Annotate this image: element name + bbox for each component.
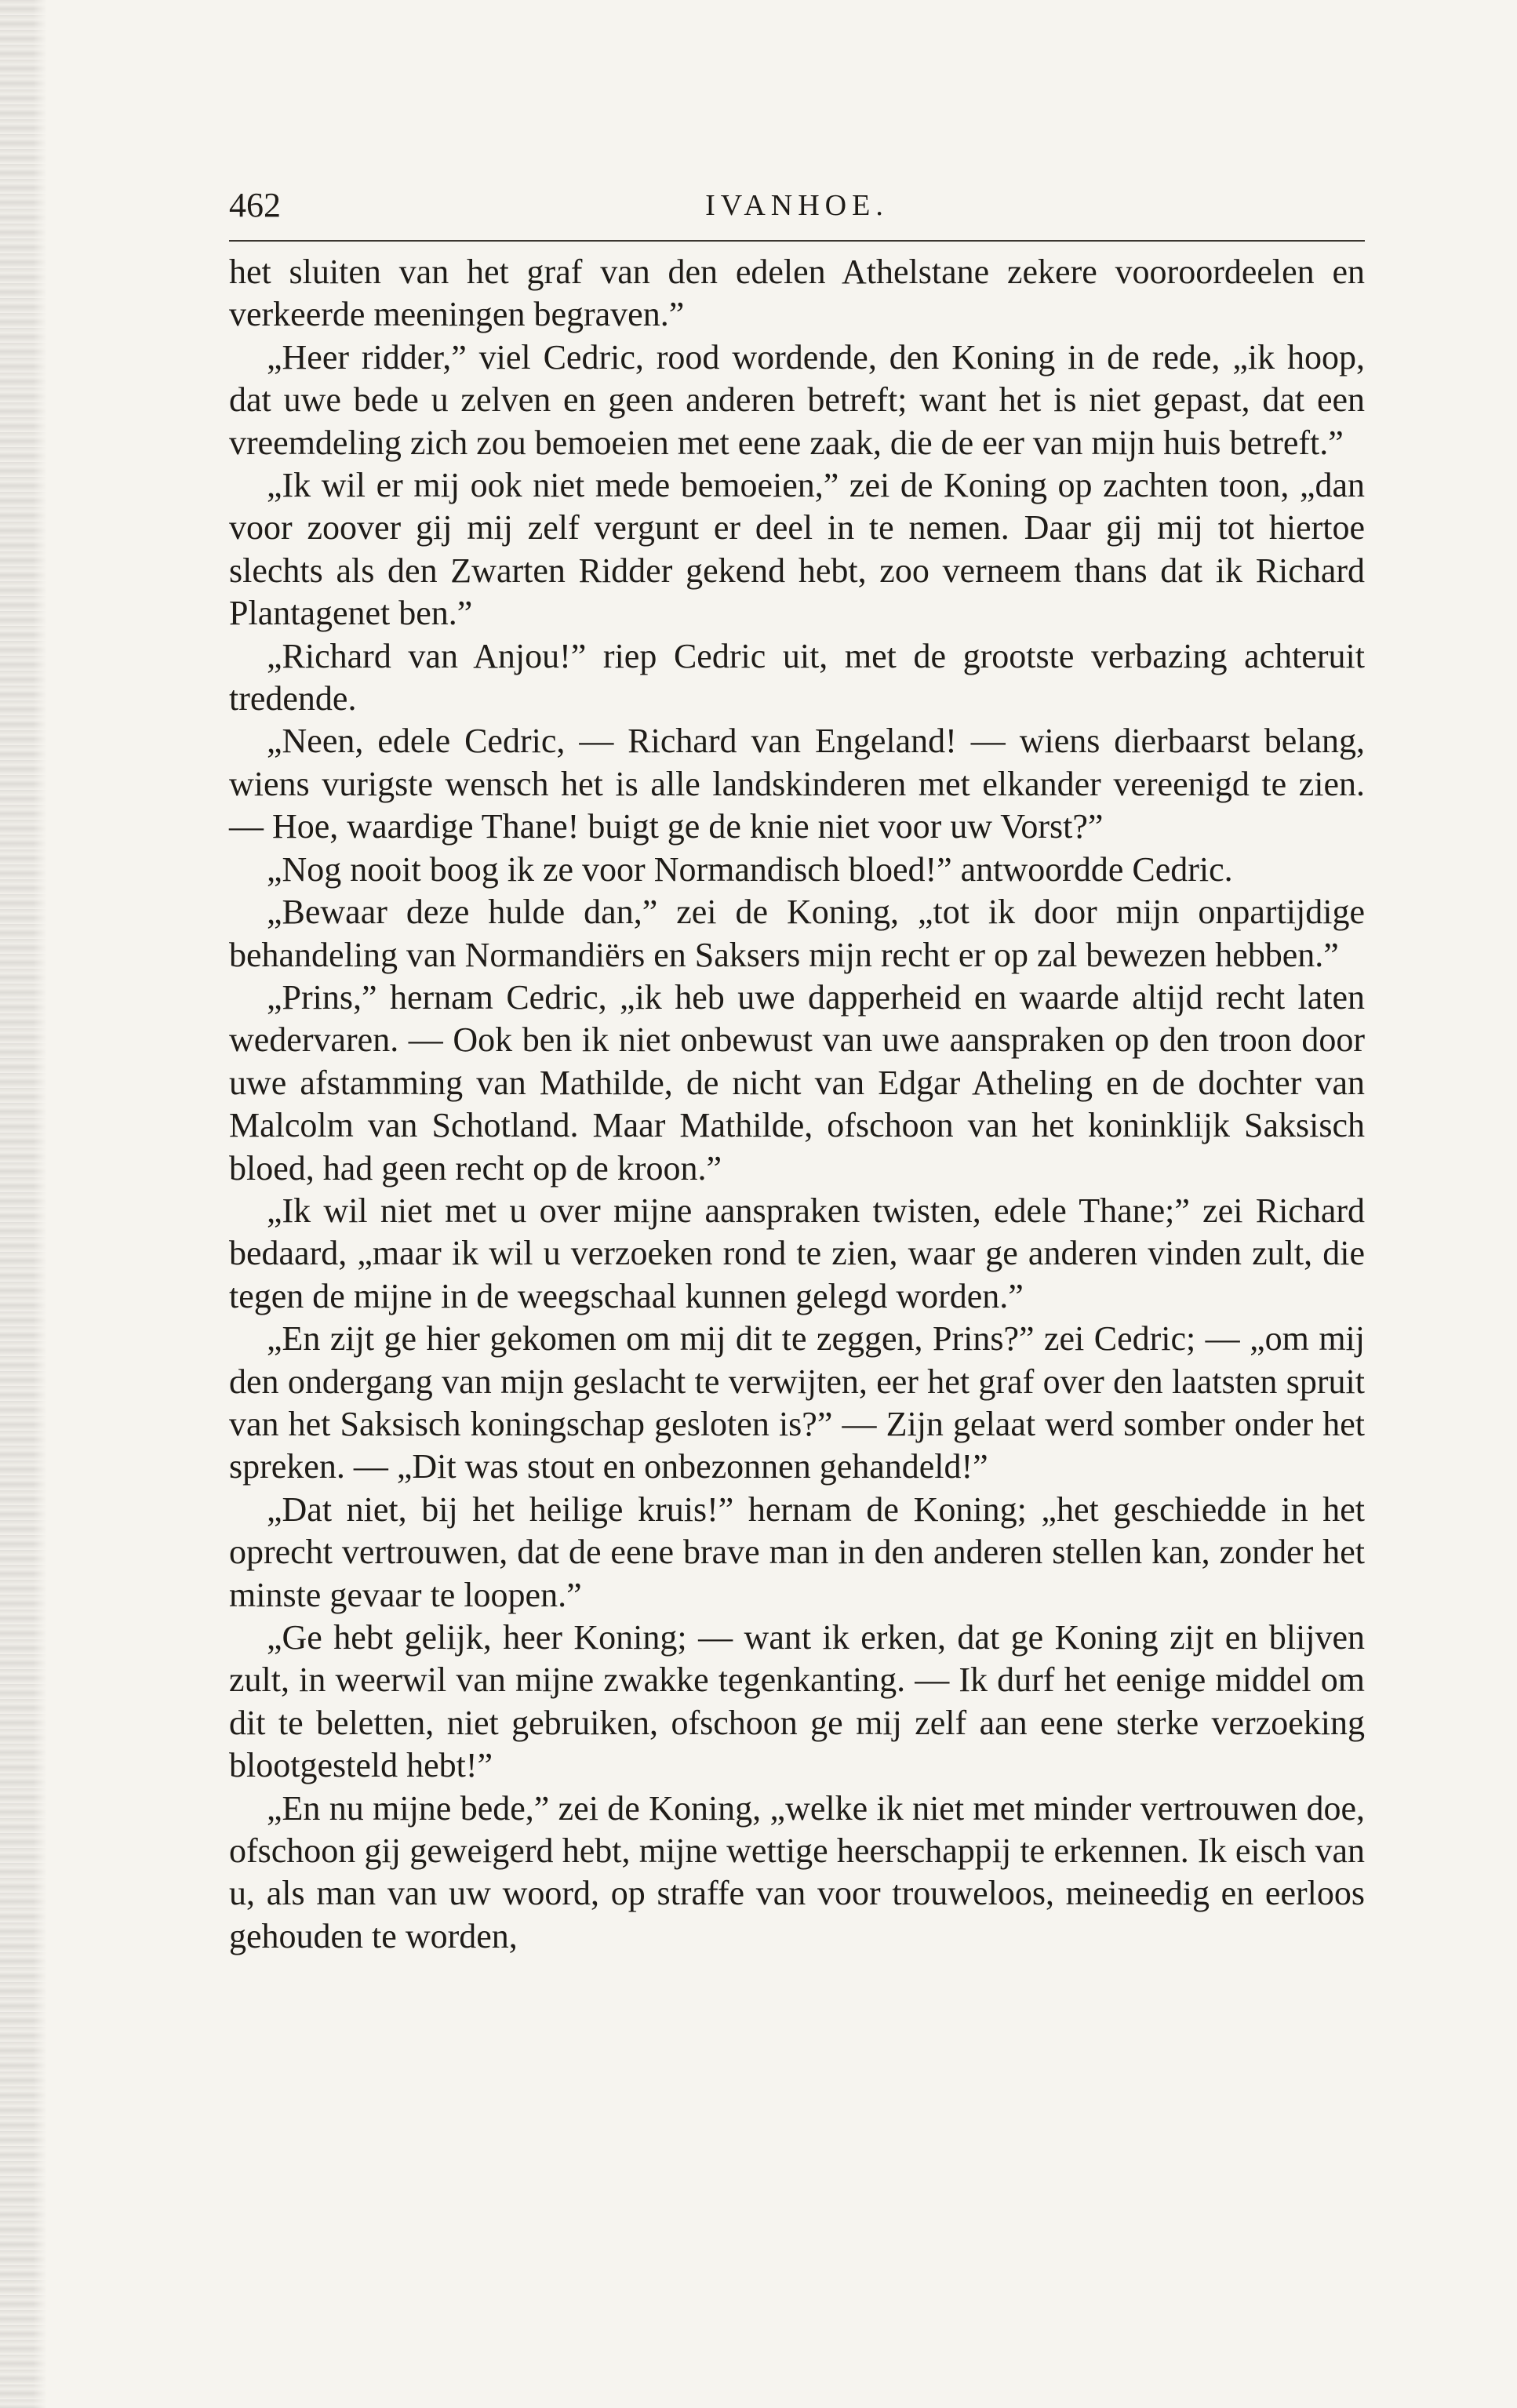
paragraph: het sluiten van het graf van den edelen Athelstane zekere vooroordeelen en verkeerde meeningen begraven.” [229, 253, 1365, 334]
body-text [229, 251, 1365, 1958]
paragraph: „Ge hebt gelijk, heer Koning; — want ik erken, dat ge Koning zijt en blijven zult, in weerwil van mijne zwakke tegenkanting. — Ik durf het eenige middel om dit te beletten, niet gebruiken, ofschoon ge mij zelf aan eene sterke verzoeking blootgesteld hebt!” [229, 1618, 1365, 1785]
scan-edge-shadow [0, 0, 47, 2408]
header-rule [229, 240, 1365, 242]
paragraph: „Prins,” hernam Cedric, „ik heb uwe dapperheid en waarde altijd recht laten wedervaren. — Ook ben ik niet onbewust van uwe aanspraken op den troon door uwe afstamming van Mathilde, de nicht van Edgar Atheling en de dochter van Malcolm van Schotland. Maar Mathilde, ofschoon van het koninklijk Saksisch bloed, had geen recht op de kroon.” [229, 977, 1365, 1188]
book-page [229, 182, 1365, 1958]
paragraph: „En zijt ge hier gekomen om mij dit te zeggen, Prins?” zei Cedric; — „om mij den ondergang van mijn geslacht te verwijten, eer het graf over den laatsten spruit van het Saksisch koningschap gesloten is?” — Zijn gelaat werd somber onder het spreken. — „Dit was stout en onbezonnen gehandeld!” [229, 1319, 1365, 1486]
paragraph: „Ik wil niet met u over mijne aanspraken twisten, edele Thane;” zei Richard bedaard, „maar ik wil u verzoeken rond te zien, waar ge anderen vinden zult, die tegen de mijne in de weegschaal kunnen gelegd worden.” [229, 1191, 1365, 1315]
paragraph: „En nu mijne bede,” zei de Koning, „welke ik niet met minder vertrouwen doe, ofschoon gij geweigerd hebt, mijne wettige heerschappij te erkennen. Ik eisch van u, als man van uw woord, op straffe van voor trouweloos, meineedig en eerloos gehouden te worden, [229, 1788, 1365, 1955]
paragraph: „Nog nooit boog ik ze voor Normandisch bloed!” antwoordde Cedric. [267, 849, 1233, 889]
paragraph: „Dat niet, bij het heilige kruis!” hernam de Koning; „het geschiedde in het oprecht vertrouwen, dat de eene brave man in den anderen stellen kan, zonder het minste gevaar te loopen.” [229, 1490, 1365, 1614]
running-head: IVANHOE. [705, 189, 889, 222]
paragraph: „Heer ridder,” viel Cedric, rood wordende, den Koning in de rede, „ik hoop, dat uwe bede u zelven en geen anderen betreft; want het is niet gepast, dat een vreemdeling zich zou bemoeien met eene zaak, die de eer van mijn huis betreft.” [229, 337, 1365, 462]
paragraph: „Ik wil er mij ook niet mede bemoeien,” zei de Koning op zachten toon, „dan voor zoover gij mij zelf vergunt er deel in te nemen. Daar gij mij tot hiertoe slechts als den Zwarten Ridder gekend hebt, zoo verneem thans dat ik Richard Plantagenet ben.” [229, 466, 1365, 633]
paragraph: „Bewaar deze hulde dan,” zei de Koning, „tot ik door mijn onpartijdige behandeling van Normandiërs en Saksers mijn recht er op zal bewezen hebben.” [229, 893, 1365, 974]
page-header [229, 182, 1365, 229]
paragraph: „Neen, edele Cedric, — Richard van Engeland! — wiens dierbaarst belang, wiens vurigste wensch het is alle landskinderen met elkander vereenigd te zien. — Hoe, waardige Thane! buigt ge de knie niet voor uw Vorst?” [229, 722, 1365, 846]
page-number: 462 [229, 186, 281, 224]
paragraph: „Richard van Anjou!” riep Cedric uit, met de grootste verbazing achteruit tredende. [229, 636, 1365, 718]
